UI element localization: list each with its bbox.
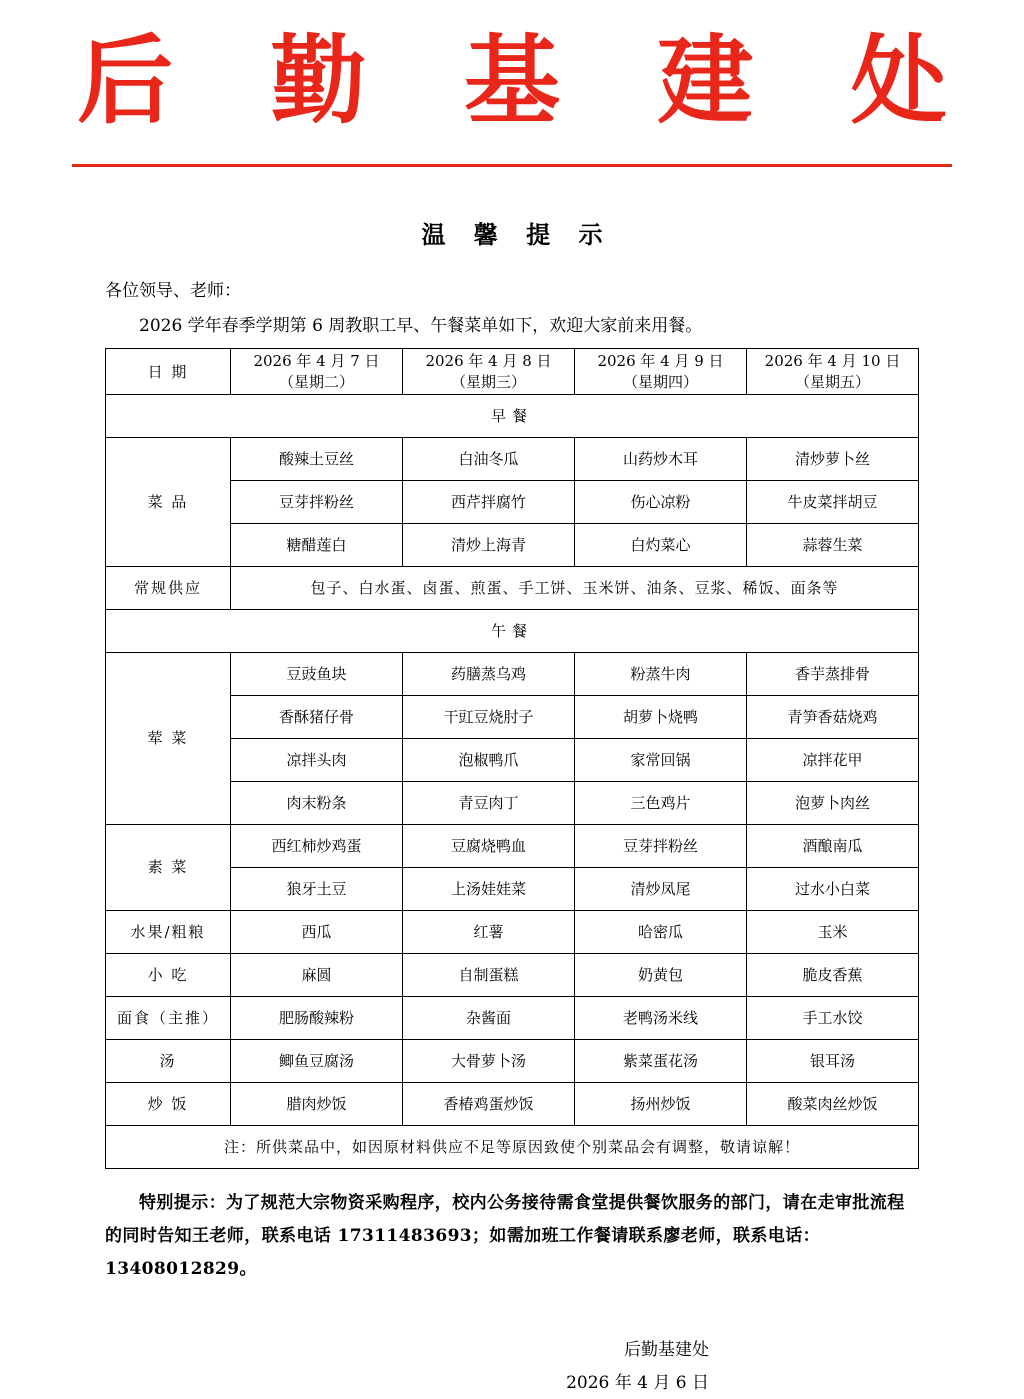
cell-noodles-1: 杂酱面: [403, 996, 575, 1039]
cell-noodles-2: 老鸭汤米线: [575, 996, 747, 1039]
cell-fruit-0: 西瓜: [231, 910, 403, 953]
table-row: [106, 824, 919, 867]
document-body: [0, 215, 1024, 1399]
signer-name: 后勤基建处: [624, 1340, 709, 1361]
cell-soup-0: 鲫鱼豆腐汤: [231, 1039, 403, 1082]
header-date-2-weekday: （星期三）: [450, 372, 526, 391]
signature-block: [105, 1334, 919, 1399]
cell-meat-3-0: 肉末粉条: [231, 781, 403, 824]
cell-noodles-0: 肥肠酸辣粉: [231, 996, 403, 1039]
breakfast-band-row: [106, 394, 919, 437]
cell-meat-3-2: 三色鸡片: [575, 781, 747, 824]
intro-paragraph: 2026 学年春季学期第 6 周教职工早、午餐菜单如下，欢迎大家前来用餐。: [139, 316, 703, 337]
cell-meat-1-3: 青笋香菇烧鸡: [747, 695, 919, 738]
header-date-4-date: 2026 年 4 月 10 日: [764, 352, 901, 371]
cell-breakfast-1-3: 牛皮菜拌胡豆: [747, 480, 919, 523]
header-date-3: [575, 349, 747, 395]
cell-fruit-2: 哈密瓜: [575, 910, 747, 953]
cell-soup-2: 紫菜蛋花汤: [575, 1039, 747, 1082]
cell-meat-3-3: 泡萝卜肉丝: [747, 781, 919, 824]
table-row: [106, 1082, 919, 1125]
table-row: [106, 910, 919, 953]
table-row: [106, 996, 919, 1039]
cell-breakfast-1-0: 豆芽拌粉丝: [231, 480, 403, 523]
cell-meat-0-3: 香芋蒸排骨: [747, 652, 919, 695]
cell-fried-rice-0: 腊肉炒饭: [231, 1082, 403, 1125]
letterhead: [0, 0, 1024, 167]
page-title: 温 馨 提 示: [421, 220, 613, 250]
cell-regular-supply: 包子、白水蛋、卤蛋、煎蛋、手工饼、玉米饼、油条、豆浆、稀饭、面条等: [231, 566, 919, 609]
cell-meat-2-1: 泡椒鸭爪: [403, 738, 575, 781]
cell-breakfast-2-3: 蒜蓉生菜: [747, 523, 919, 566]
cell-fruit-1: 红薯: [403, 910, 575, 953]
cell-snack-1: 自制蛋糕: [403, 953, 575, 996]
header-date-3-date: 2026 年 4 月 9 日: [597, 352, 724, 371]
cell-soup-1: 大骨萝卜汤: [403, 1039, 575, 1082]
cell-meat-1-1: 干豇豆烧肘子: [403, 695, 575, 738]
cell-snack-3: 脆皮香蕉: [747, 953, 919, 996]
cell-breakfast-1-2: 伤心凉粉: [575, 480, 747, 523]
row-label-snack: 小 吃: [106, 953, 231, 996]
signature-date: 2026 年 4 月 6 日: [566, 1372, 709, 1393]
cell-meat-2-0: 凉拌头肉: [231, 738, 403, 781]
header-date-1-date: 2026 年 4 月 7 日: [253, 352, 380, 371]
row-label-fried-rice: 炒 饭: [106, 1082, 231, 1125]
row-label-regular: 常规供应: [106, 566, 231, 609]
salutation: 各位领导、老师：: [105, 281, 241, 302]
cell-meat-0-1: 药膳蒸乌鸡: [403, 652, 575, 695]
table-row-regular-supply: [106, 566, 919, 609]
cell-veg-0-1: 豆腐烧鸭血: [403, 824, 575, 867]
row-label-fruit: 水果/粗粮: [106, 910, 231, 953]
cell-breakfast-2-2: 白灼菜心: [575, 523, 747, 566]
cell-veg-0-0: 西红柿炒鸡蛋: [231, 824, 403, 867]
cell-veg-0-2: 豆芽拌粉丝: [575, 824, 747, 867]
cell-breakfast-2-1: 清炒上海青: [403, 523, 575, 566]
cell-breakfast-0-2: 山药炒木耳: [575, 437, 747, 480]
cell-snack-2: 奶黄包: [575, 953, 747, 996]
table-row: [106, 437, 919, 480]
cell-breakfast-2-0: 糖醋莲白: [231, 523, 403, 566]
cell-veg-0-3: 酒酿南瓜: [747, 824, 919, 867]
cell-veg-1-2: 清炒凤尾: [575, 867, 747, 910]
table-header-row: [106, 349, 919, 395]
cell-veg-1-1: 上汤娃娃菜: [403, 867, 575, 910]
header-date-3-weekday: （星期四）: [622, 372, 698, 391]
cell-breakfast-0-0: 酸辣土豆丝: [231, 437, 403, 480]
table-note-row: [106, 1125, 919, 1168]
header-date-4-weekday: （星期五）: [794, 372, 870, 391]
cell-soup-3: 银耳汤: [747, 1039, 919, 1082]
header-date-1: [231, 349, 403, 395]
row-label-meat: 荤 菜: [106, 652, 231, 824]
row-label-soup: 汤: [106, 1039, 231, 1082]
header-date-1-weekday: （星期二）: [278, 372, 354, 391]
cell-snack-0: 麻圆: [231, 953, 403, 996]
breakfast-band-label: 早餐: [106, 394, 919, 437]
cell-fried-rice-2: 扬州炒饭: [575, 1082, 747, 1125]
organization-title: 后 勤 基 建 处: [77, 24, 979, 137]
cell-fruit-3: 玉米: [747, 910, 919, 953]
header-date-2-date: 2026 年 4 月 8 日: [425, 352, 552, 371]
letterhead-divider: [72, 164, 952, 167]
cell-fried-rice-1: 香椿鸡蛋炒饭: [403, 1082, 575, 1125]
row-label-veg: 素 菜: [106, 824, 231, 910]
table-row: [106, 652, 919, 695]
lunch-band-label: 午餐: [106, 609, 919, 652]
cell-veg-1-0: 狼牙土豆: [231, 867, 403, 910]
header-date-label: 日 期: [106, 349, 231, 395]
cell-noodles-3: 手工水饺: [747, 996, 919, 1039]
table-note: 注：所供菜品中，如因原材料供应不足等原因致使个别菜品会有调整，敬请谅解！: [106, 1125, 919, 1168]
cell-breakfast-0-3: 清炒萝卜丝: [747, 437, 919, 480]
cell-meat-0-0: 豆豉鱼块: [231, 652, 403, 695]
menu-table: [105, 348, 919, 1169]
cell-meat-2-3: 凉拌花甲: [747, 738, 919, 781]
row-label-noodles: 面食（主推）: [106, 996, 231, 1039]
lunch-band-row: [106, 609, 919, 652]
cell-meat-1-2: 胡萝卜烧鸭: [575, 695, 747, 738]
cell-meat-3-1: 青豆肉丁: [403, 781, 575, 824]
header-date-2: [403, 349, 575, 395]
cell-meat-0-2: 粉蒸牛肉: [575, 652, 747, 695]
table-row: [106, 1039, 919, 1082]
special-notice: 特别提示：为了规范大宗物资采购程序，校内公务接待需食堂提供餐饮服务的部门，请在走审批流程的同时告知王老师，联系电话 17311483693；如需加班工作餐请联系廖老师，联系电话：13408012829。: [105, 1192, 905, 1280]
cell-veg-1-3: 过水小白菜: [747, 867, 919, 910]
row-label-dishes: 菜 品: [106, 437, 231, 566]
cell-meat-2-2: 家常回锅: [575, 738, 747, 781]
cell-breakfast-1-1: 西芹拌腐竹: [403, 480, 575, 523]
header-date-4: [747, 349, 919, 395]
cell-fried-rice-3: 酸菜肉丝炒饭: [747, 1082, 919, 1125]
cell-meat-1-0: 香酥猪仔骨: [231, 695, 403, 738]
table-row: [106, 953, 919, 996]
cell-breakfast-0-1: 白油冬瓜: [403, 437, 575, 480]
